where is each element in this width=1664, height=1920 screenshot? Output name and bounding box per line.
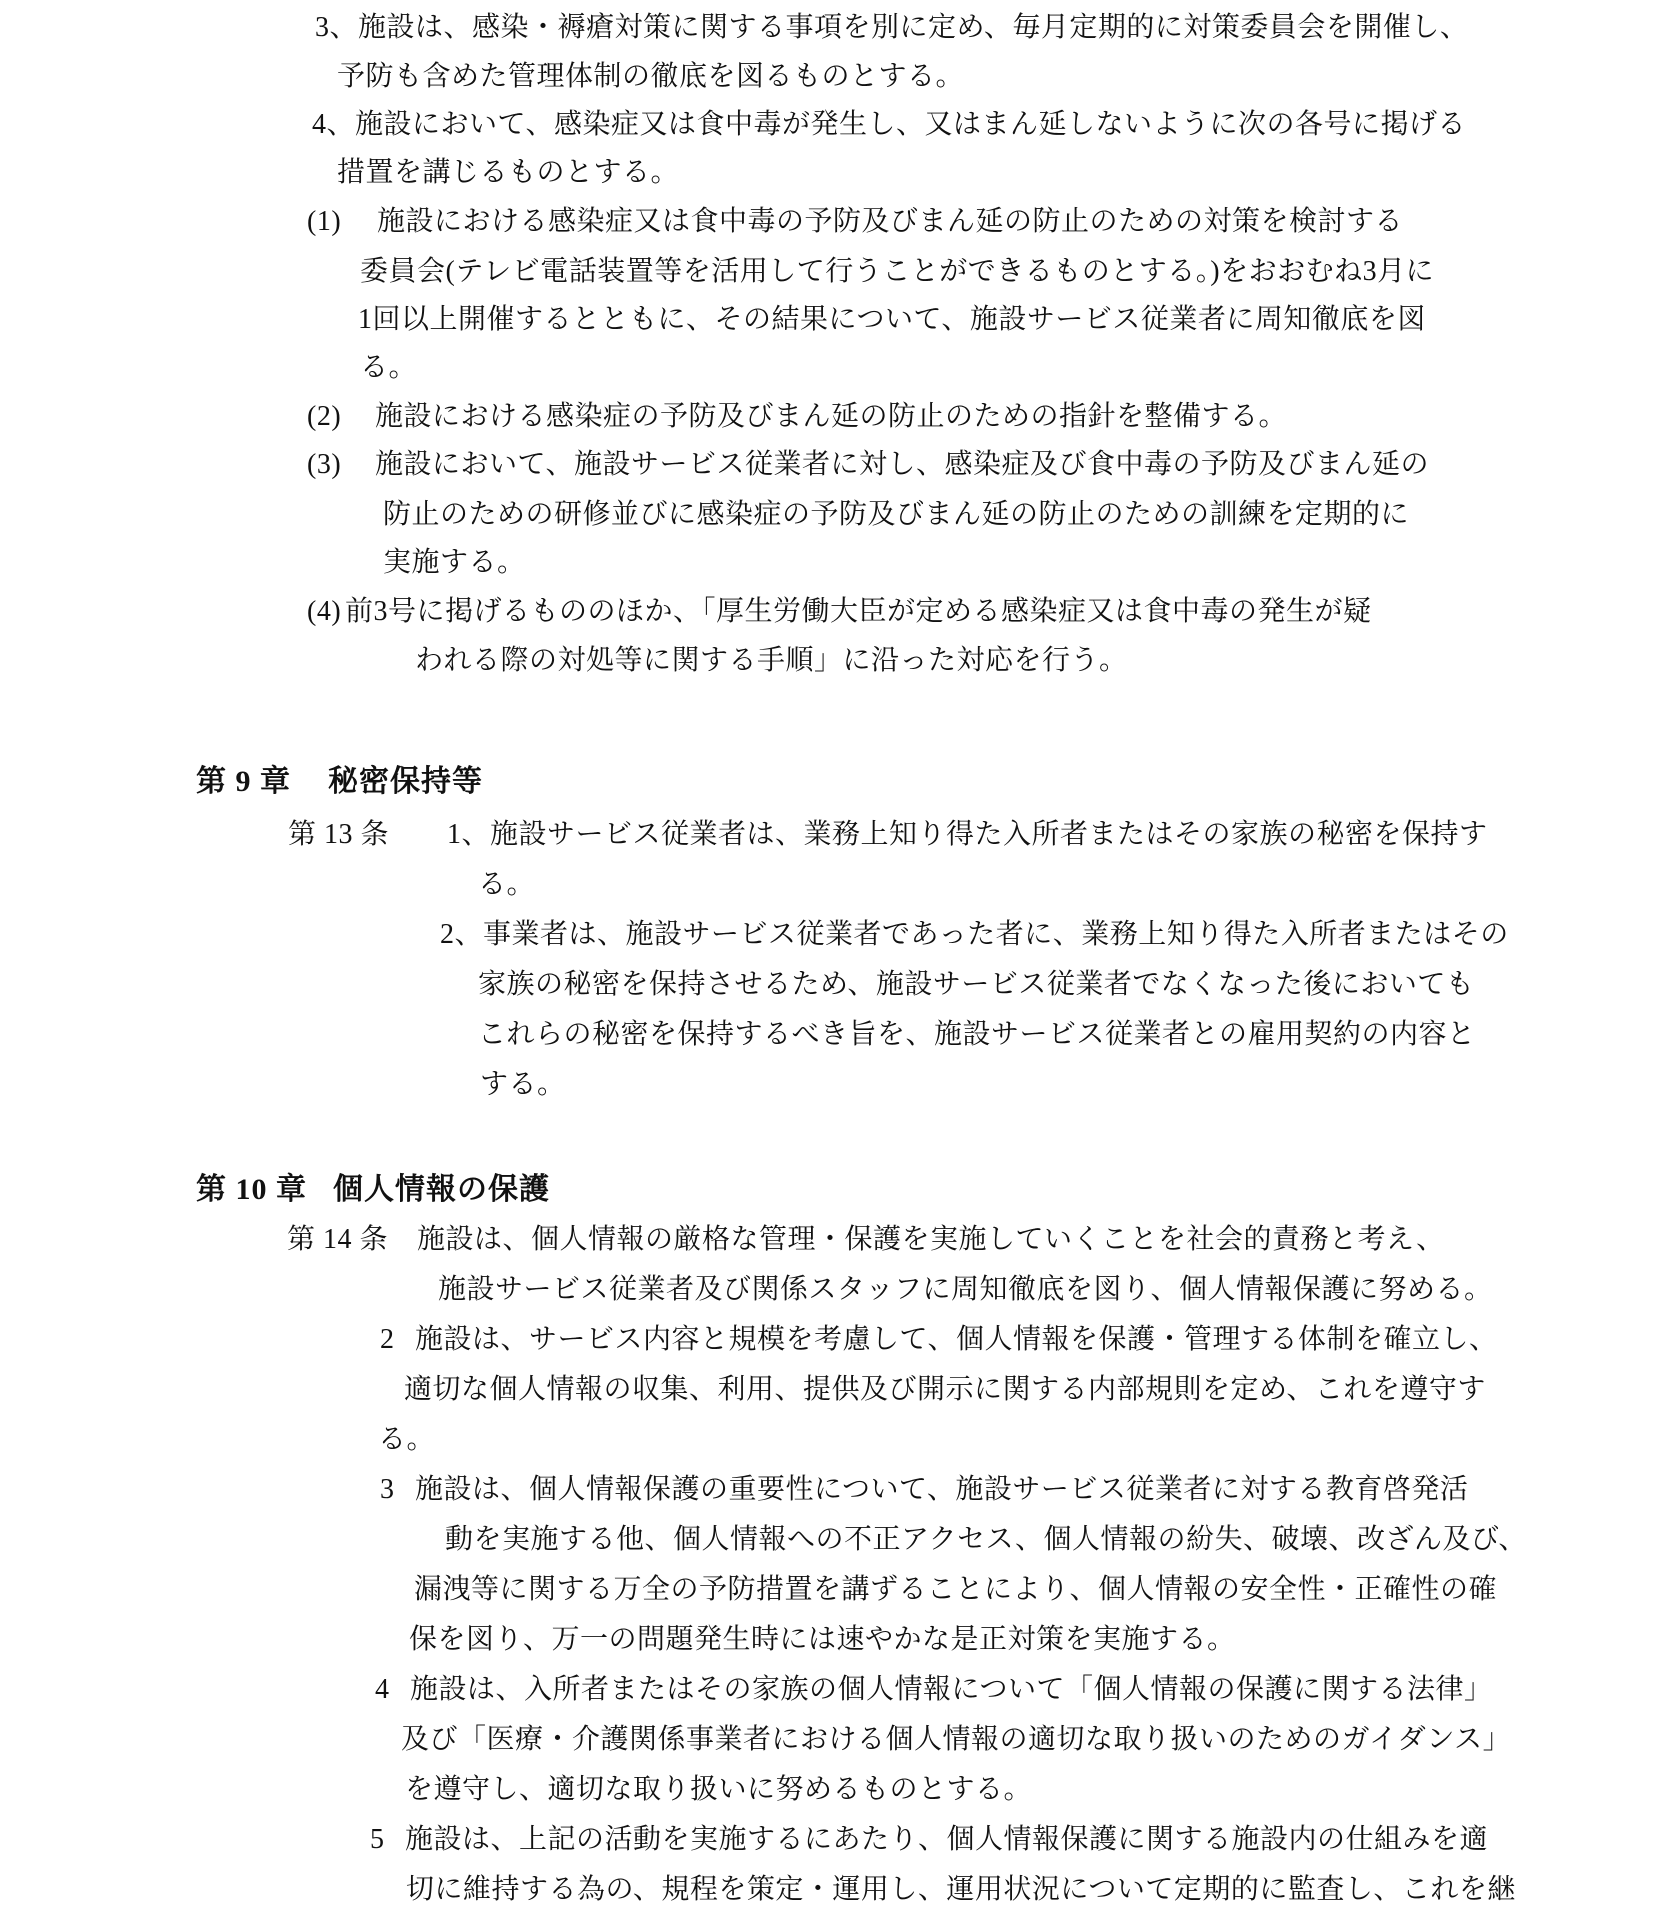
text-line: 予防も含めた管理体制の徹底を図るものとする。: [337, 61, 965, 92]
text-line: 適切な個人情報の収集、利用、提供及び開示に関する内部規則を定め、これを遵守す: [404, 1374, 1486, 1405]
text-line: (3): [307, 449, 342, 480]
text-line: (1): [307, 206, 342, 237]
chapter-heading: 第 10 章: [196, 1173, 307, 1206]
text-line: する。: [480, 1069, 566, 1100]
text-line: (2): [307, 401, 342, 432]
chapter-heading: 第 9 章: [196, 765, 291, 798]
text-line: 漏洩等に関する万全の予防措置を講ずることにより、個人情報の安全性・正確性の確: [414, 1574, 1498, 1605]
text-line: われる際の対処等に関する手順」に沿った対応を行う。: [415, 645, 1128, 676]
text-line: 1回以上開催するとともに、その結果について、施設サービス従業者に周知徹底を図: [358, 304, 1426, 335]
text-line: 施設における感染症又は食中毒の予防及びまん延の防止のための対策を検討する: [377, 206, 1404, 237]
text-line: 家族の秘密を保持させるため、施設サービス従業者でなくなった後においても: [478, 969, 1475, 1000]
text-line: 施設において、施設サービス従業者に対し、感染症及び食中毒の予防及びまん延の: [375, 449, 1429, 480]
text-line: 保を図り、万一の問題発生時には速やかな是正対策を実施する。: [409, 1624, 1236, 1655]
text-line: 5: [370, 1824, 385, 1855]
text-line: これらの秘密を保持するべき旨を、施設サービス従業者との雇用契約の内容と: [478, 1019, 1476, 1050]
text-line: 第 14 条: [287, 1224, 389, 1255]
chapter-heading: 個人情報の保護: [333, 1173, 550, 1206]
text-line: 委員会(テレビ電話装置等を活用して行うことができるものとする。)をおおむね3月に: [360, 256, 1435, 287]
text-line: 切に維持する為の、規程を策定・運用し、運用状況について定期的に監査し、これを継: [406, 1874, 1516, 1905]
text-line: 3: [380, 1474, 395, 1505]
text-line: 第 13 条: [288, 819, 390, 850]
text-line: 2: [380, 1324, 395, 1355]
text-line: 実施する。: [383, 547, 526, 578]
text-line: 施設は、個人情報保護の重要性について、施設サービス従業者に対する教育啓発活: [415, 1474, 1469, 1505]
text-line: 動を実施する他、個人情報への不正アクセス、個人情報の紛失、破壊、改ざん及び、: [445, 1524, 1527, 1555]
text-line: を遵守し、適切な取り扱いに努めるものとする。: [405, 1774, 1033, 1805]
text-line: 2、事業者は、施設サービス従業者であった者に、業務上知り得た入所者またはその: [440, 919, 1509, 950]
text-line: る。: [478, 869, 536, 900]
text-line: 措置を講じるものとする。: [337, 157, 680, 188]
text-line: 施設は、入所者またはその家族の個人情報について「個人情報の保護に関する法律」: [410, 1674, 1493, 1705]
text-line: 防止のための研修並びに感染症の予防及びまん延の防止のための訓練を定期的に: [383, 499, 1410, 530]
text-line: る。: [378, 1424, 436, 1455]
text-line: (4): [307, 596, 342, 627]
text-line: 3、施設は、感染・褥瘡対策に関する事項を別に定め、毎月定期的に対策委員会を開催し、: [315, 12, 1469, 43]
text-line: 1、施設サービス従業者は、業務上知り得た入所者またはその家族の秘密を保持す: [447, 819, 1488, 850]
text-line: 前3号に掲げるもののほか、「厚生労働大臣が定める感染症又は食中毒の発生が疑: [345, 596, 1372, 627]
chapter-heading: 秘密保持等: [328, 765, 483, 798]
text-line: 施設は、上記の活動を実施するにあたり、個人情報保護に関する施設内の仕組みを適: [405, 1824, 1489, 1855]
text-line: 4: [375, 1674, 390, 1705]
text-line: る。: [360, 352, 418, 383]
text-line: 4、施設において、感染症又は食中毒が発生し、又はまん延しないように次の各号に掲げる: [312, 109, 1466, 140]
text-line: 及び「医療・介護関係事業者における個人情報の適切な取り扱いのためのガイダンス」: [401, 1724, 1512, 1755]
text-line: 施設における感染症の予防及びまん延の防止のための指針を整備する。: [375, 401, 1288, 432]
text-line: 施設は、サービス内容と規模を考慮して、個人情報を保護・管理する体制を確立し、: [415, 1324, 1498, 1355]
text-line: 施設サービス従業者及び関係スタッフに周知徹底を図り、個人情報保護に努める。: [438, 1274, 1493, 1305]
text-line: 施設は、個人情報の厳格な管理・保護を実施していくことを社会的責務と考え、: [417, 1224, 1445, 1255]
